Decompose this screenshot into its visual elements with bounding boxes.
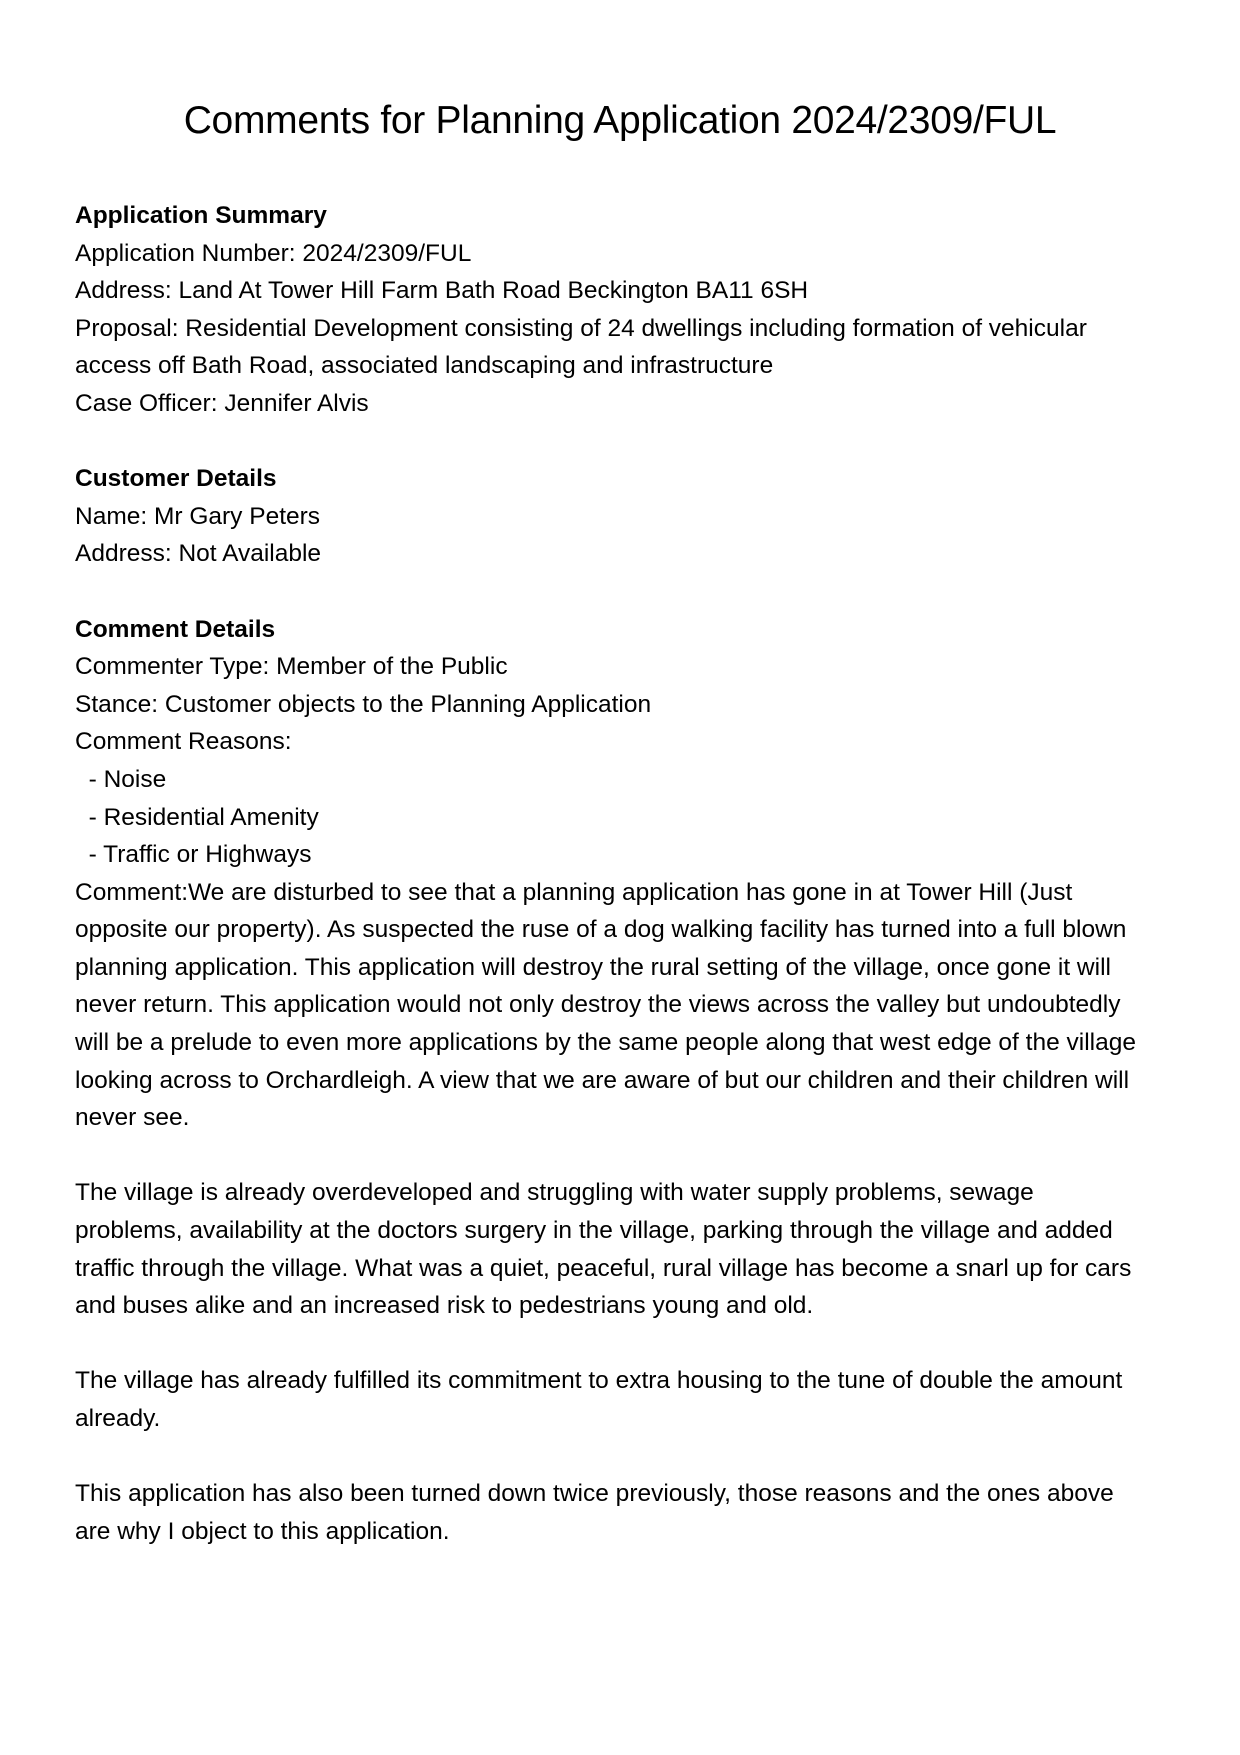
comment-paragraph-3 <box>75 1362 1165 1437</box>
comment-line: traffic through the village. What was a quiet, peaceful, rural village has become a snarl up for cars <box>75 1254 1132 1282</box>
paragraph-spacer <box>75 1325 1165 1363</box>
comment-line: planning application. This application will destroy the rural setting of the village, once gone it will <box>75 953 1111 981</box>
application-address: Address: Land At Tower Hill Farm Bath Road Beckington BA11 6SH <box>75 277 809 305</box>
comment-line: will be a prelude to even more applications by the same people along that west edge of the village <box>75 1029 1136 1057</box>
comment-line: and buses alike and an increased risk to pedestrians young and old. <box>75 1292 814 1320</box>
comment-line: Comment:We are disturbed to see that a planning application has gone in at Tower Hill (Just <box>75 878 1073 906</box>
application-summary-section <box>75 197 1165 423</box>
comment-reason-item: - Residential Amenity <box>75 803 319 831</box>
paragraph-spacer <box>75 1137 1165 1175</box>
customer-address: Address: Not Available <box>75 540 322 568</box>
commenter-type: Commenter Type: Member of the Public <box>75 653 508 681</box>
comment-line: The village is already overdeveloped and struggling with water supply problems, sewage <box>75 1179 1034 1207</box>
document-body <box>75 197 1165 1550</box>
paragraph-spacer <box>75 1438 1165 1476</box>
section-spacer <box>75 423 1165 461</box>
customer-details-heading: Customer Details <box>75 465 277 493</box>
comment-stance: Stance: Customer objects to the Planning Application <box>75 690 652 718</box>
application-proposal-line-1: Proposal: Residential Development consisting of 24 dwellings including formation of vehicular <box>75 314 1087 342</box>
customer-name: Name: Mr Gary Peters <box>75 502 321 530</box>
comment-reason-item: - Noise <box>75 765 167 793</box>
comment-paragraph-4 <box>75 1475 1165 1550</box>
case-officer: Case Officer: Jennifer Alvis <box>75 389 369 417</box>
application-number: Application Number: 2024/2309/FUL <box>75 239 472 267</box>
comment-line: never return. This application would not only destroy the views across the valley but undoubtedly <box>75 991 1121 1019</box>
comment-reasons-label: Comment Reasons: <box>75 728 292 756</box>
comment-line: never see. <box>75 1104 190 1132</box>
application-summary-heading: Application Summary <box>75 202 327 229</box>
comment-line: The village has already fulfilled its commitment to extra housing to the tune of double the amount <box>75 1367 1123 1395</box>
application-proposal-line-2: access off Bath Road, associated landscaping and infrastructure <box>75 352 774 380</box>
comment-line: This application has also been turned down twice previously, those reasons and the ones above <box>75 1480 1114 1508</box>
comment-line: problems, availability at the doctors surgery in the village, parking through the village and added <box>75 1217 1113 1245</box>
comment-line: are why I object to this application. <box>75 1517 450 1545</box>
comment-line: already. <box>75 1405 161 1432</box>
comment-paragraph-2 <box>75 1174 1165 1324</box>
page-title: Comments for Planning Application 2024/2309/FUL <box>183 99 1057 142</box>
comment-details-heading: Comment Details <box>75 615 276 643</box>
comment-line: opposite our property). As suspected the ruse of a dog walking facility has turned into a full blown <box>75 916 1127 944</box>
comment-paragraph-1 <box>75 874 1165 1137</box>
comment-reason-item: - Traffic or Highways <box>75 841 312 869</box>
comment-details-section <box>75 611 1165 1551</box>
comment-line: looking across to Orchardleigh. A view that we are aware of but our children and their children will <box>75 1066 1130 1094</box>
customer-details-section <box>75 460 1165 573</box>
section-spacer <box>75 573 1165 611</box>
